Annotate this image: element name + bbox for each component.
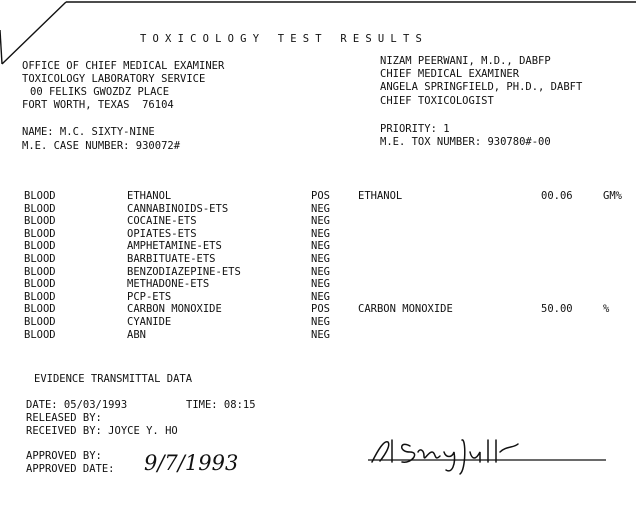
cell-value: 50.00 — [541, 303, 573, 316]
table-row — [0, 253, 638, 266]
cell-test: METHADONE-ETS — [127, 278, 210, 291]
office-line-1: OFFICE OF CHIEF MEDICAL EXAMINER — [22, 60, 225, 72]
cell-specimen: BLOOD — [24, 303, 56, 316]
subject-name: NAME: M.C. SIXTY-NINE — [22, 126, 155, 138]
cell-test: CARBON MONOXIDE — [127, 303, 222, 316]
signature — [372, 440, 518, 474]
approved-date-handwritten: 9/7/1993 — [144, 451, 239, 475]
cell-result: NEG — [311, 328, 330, 341]
cell-unit: GM% — [603, 190, 622, 202]
cell-specimen: BLOOD — [24, 227, 56, 240]
left-rule — [0, 30, 2, 64]
tox-number: M.E. TOX NUMBER: 930780#-00 — [380, 136, 551, 148]
cell-result: NEG — [311, 290, 330, 303]
approved-date-label: APPROVED DATE: — [26, 463, 115, 475]
cell-test: ABN — [127, 328, 146, 341]
table-row — [0, 303, 638, 316]
cell-specimen: BLOOD — [24, 328, 56, 341]
table-row — [0, 215, 638, 228]
cell-test: OPIATES-ETS — [127, 227, 197, 240]
office-line-4: FORT WORTH, TEXAS 76104 — [22, 99, 174, 111]
corner-rule — [2, 2, 66, 64]
evidence-date: DATE: 05/03/1993 — [26, 399, 128, 411]
staff-line-4: CHIEF TOXICOLOGIST — [380, 95, 494, 107]
cell-test: PCP-ETS — [127, 290, 172, 303]
cell-specimen: BLOOD — [24, 278, 56, 291]
cell-test: CANNABINOIDS-ETS — [127, 202, 229, 215]
cell-specimen: BLOOD — [24, 265, 56, 278]
evidence-heading: EVIDENCE TRANSMITTAL DATA — [34, 373, 193, 385]
table-row — [0, 228, 638, 241]
cell-result: NEG — [311, 240, 330, 253]
cell-specimen: BLOOD — [24, 253, 56, 265]
table-row — [0, 291, 638, 304]
table-row — [0, 190, 638, 203]
cell-result: POS — [311, 190, 330, 202]
cell-result: NEG — [311, 316, 330, 328]
cell-analyte: ETHANOL — [358, 190, 403, 202]
cell-test: COCAINE-ETS — [127, 215, 197, 228]
approved-by: APPROVED BY: — [26, 450, 102, 462]
table-row — [0, 278, 638, 291]
cell-specimen: BLOOD — [24, 316, 56, 328]
cell-result: NEG — [311, 278, 330, 291]
cell-test: BENZODIAZEPINE-ETS — [127, 265, 241, 278]
cell-result: POS — [311, 303, 330, 316]
cell-value: 00.06 — [541, 190, 573, 202]
staff-line-2: CHIEF MEDICAL EXAMINER — [380, 68, 520, 80]
table-row — [0, 316, 638, 329]
cell-specimen: BLOOD — [24, 215, 56, 228]
table-row — [0, 329, 638, 342]
cell-result: NEG — [311, 253, 330, 265]
cell-result: NEG — [311, 265, 330, 278]
cell-analyte: CARBON MONOXIDE — [358, 303, 453, 316]
cell-result: NEG — [311, 227, 330, 240]
office-line-2: TOXICOLOGY LABORATORY SERVICE — [22, 73, 206, 85]
table-row — [0, 240, 638, 253]
priority: PRIORITY: 1 — [380, 123, 450, 135]
cell-test: BARBITUATE-ETS — [127, 253, 216, 265]
table-row — [0, 266, 638, 279]
case-number: M.E. CASE NUMBER: 930072# — [22, 140, 181, 152]
cell-result: NEG — [311, 215, 330, 228]
cell-specimen: BLOOD — [24, 290, 56, 303]
cell-specimen: BLOOD — [24, 190, 56, 202]
cell-test: CYANIDE — [127, 316, 172, 328]
report-title: TOXICOLOGY TEST RESULTS — [140, 33, 428, 45]
cell-test: ETHANOL — [127, 190, 172, 202]
released-by: RELEASED BY: — [26, 412, 102, 424]
cell-test: AMPHETAMINE-ETS — [127, 240, 222, 253]
cell-specimen: BLOOD — [24, 240, 56, 253]
office-line-3: 00 FELIKS GWOZDZ PLACE — [30, 86, 170, 98]
cell-specimen: BLOOD — [24, 202, 56, 215]
cell-result: NEG — [311, 202, 330, 215]
table-row — [0, 203, 638, 216]
cell-unit: % — [603, 303, 610, 316]
evidence-time: TIME: 08:15 — [186, 399, 256, 411]
staff-line-1: NIZAM PEERWANI, M.D., DABFP — [380, 55, 551, 67]
staff-line-3: ANGELA SPRINGFIELD, PH.D., DABFT — [380, 81, 583, 93]
received-by: RECEIVED BY: JOYCE Y. HO — [26, 425, 178, 437]
